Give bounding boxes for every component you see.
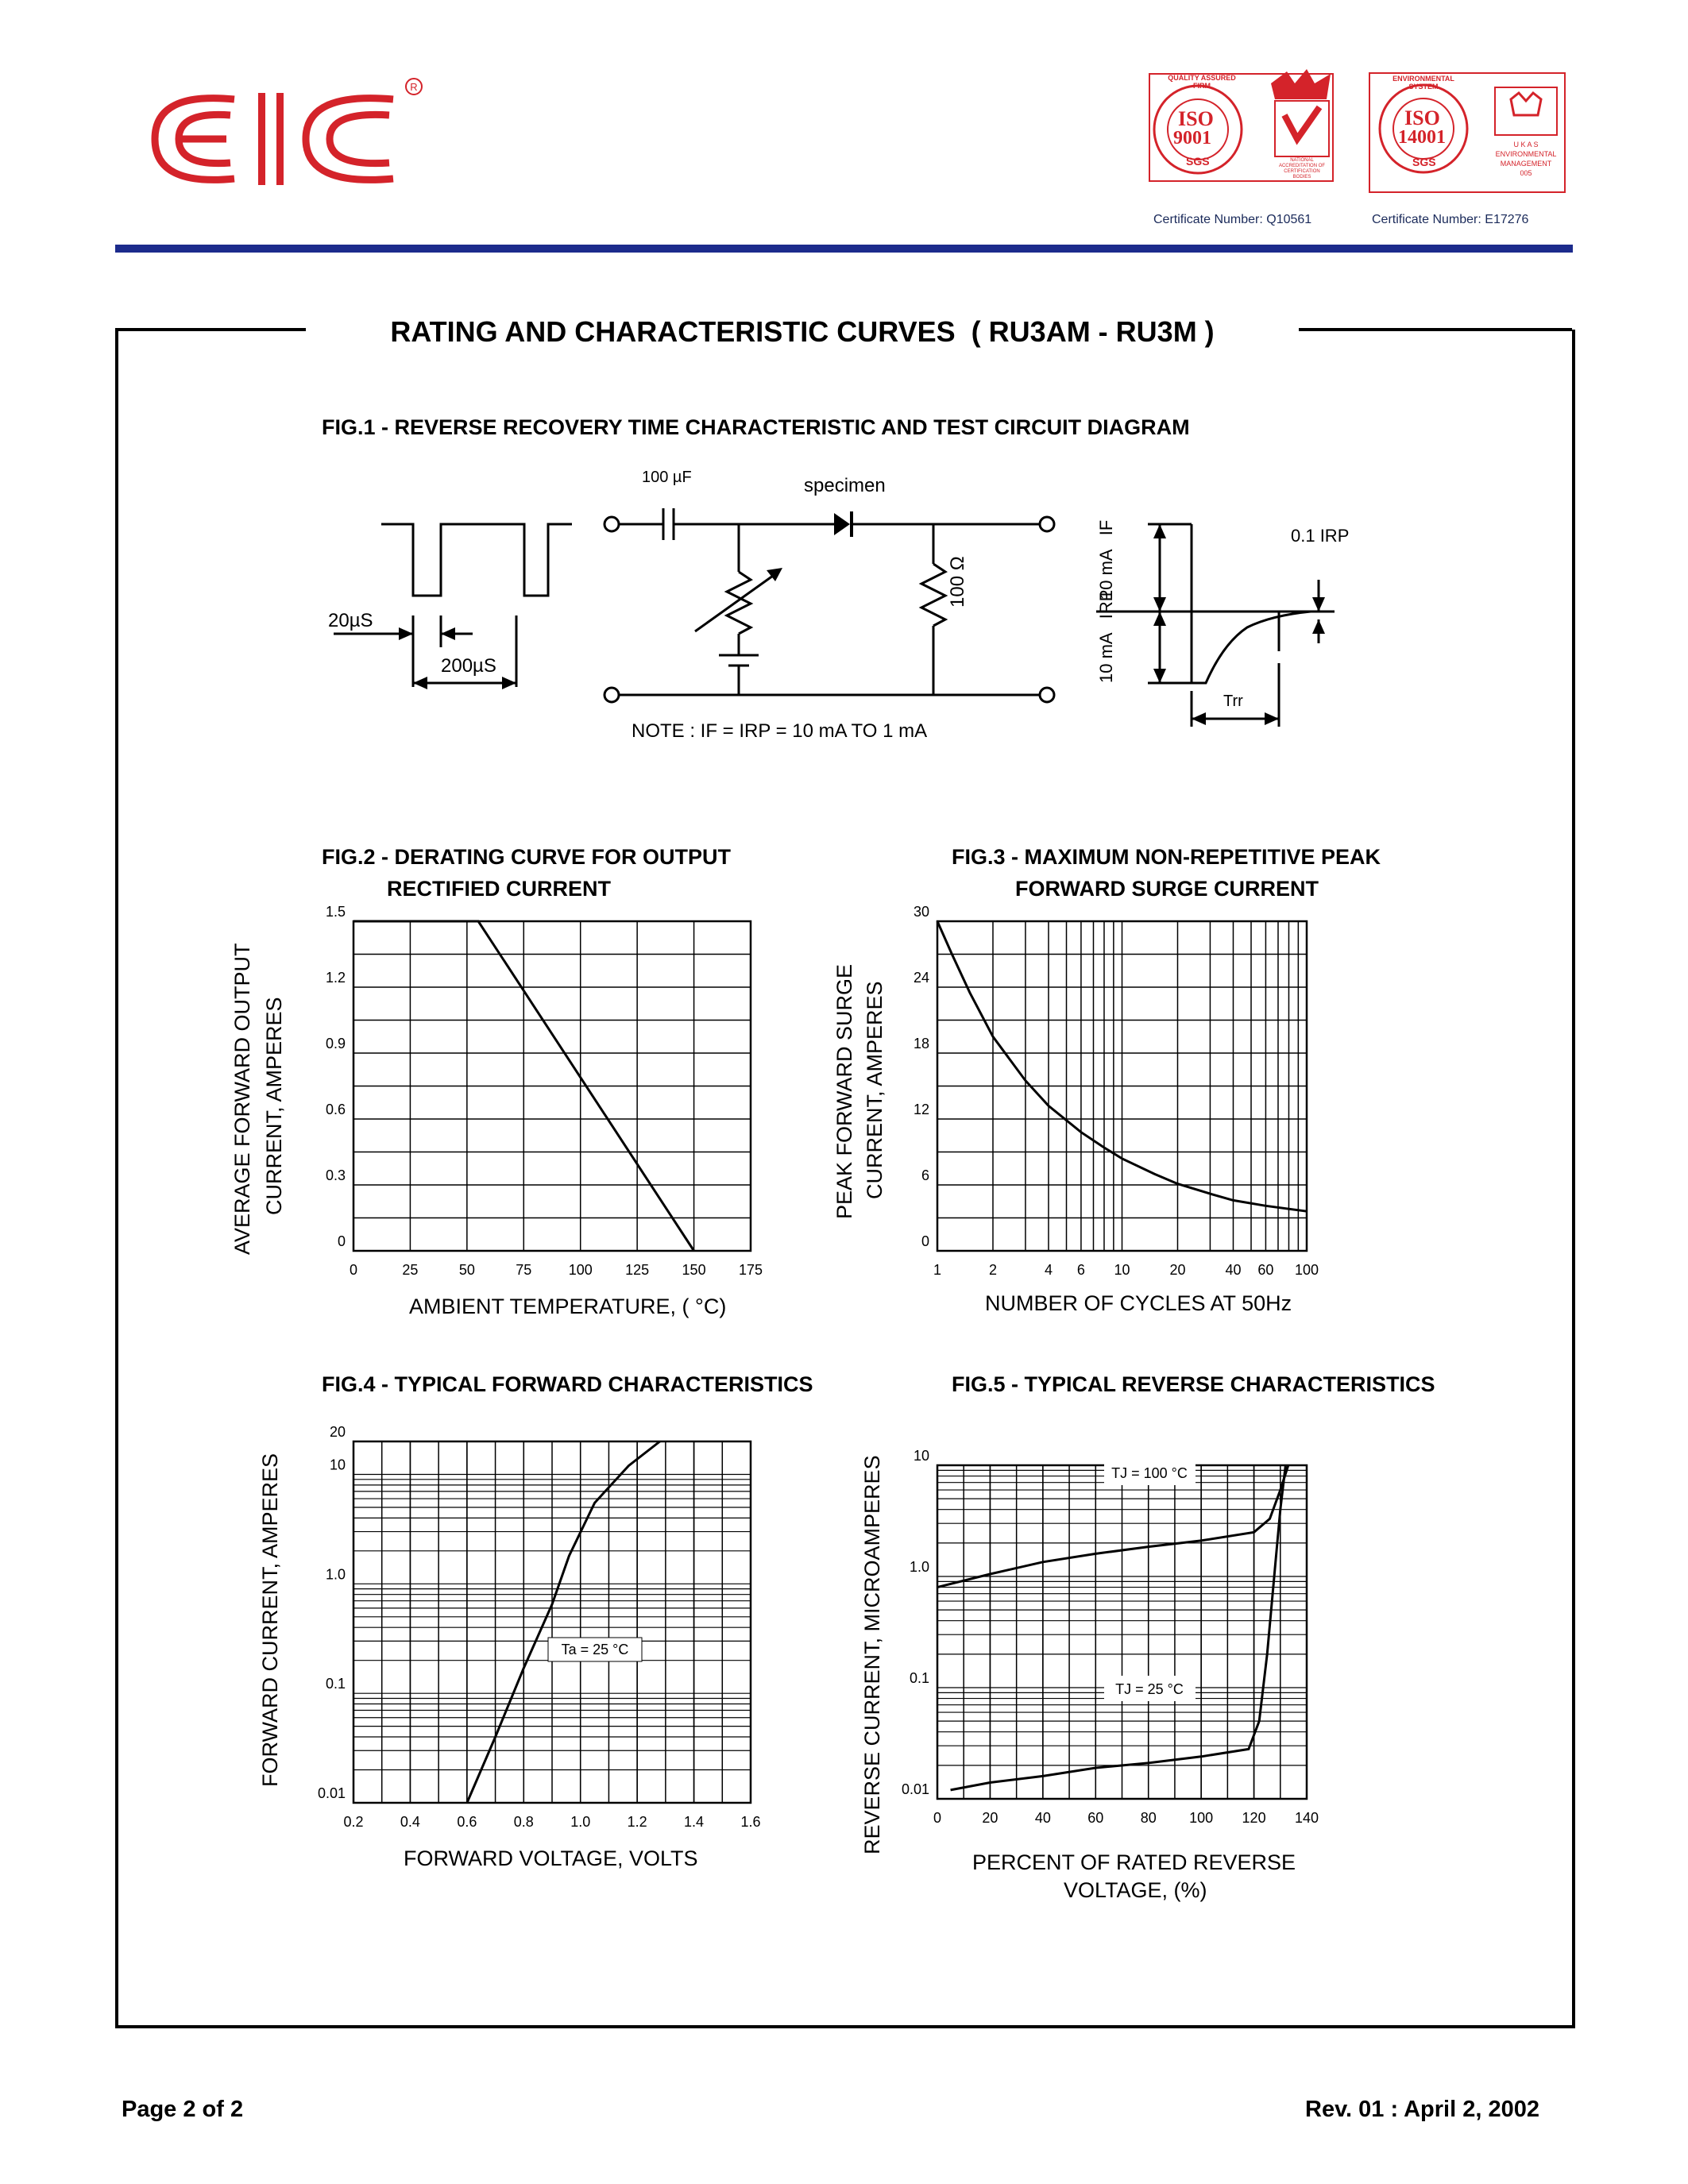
page-title: RATING AND CHARACTERISTIC CURVES ( RU3AM - RU3M ) xyxy=(390,315,1215,348)
series-label-100c: TJ = 100 °C xyxy=(1111,1465,1188,1481)
header-rule xyxy=(115,245,1573,253)
fig2-ylabel-1: AVERAGE FORWARD OUTPUT xyxy=(230,943,254,1255)
y-tick-label: 1.0 xyxy=(325,1566,346,1583)
x-tick-label: 1.2 xyxy=(627,1814,647,1830)
y-tick-label: 0.9 xyxy=(325,1036,346,1051)
fig1-circuit xyxy=(302,461,1366,747)
x-tick-label: 0.6 xyxy=(457,1814,477,1830)
y-tick-label: 0.01 xyxy=(902,1781,929,1797)
x-tick-label: 1.4 xyxy=(684,1814,705,1830)
x-tick-label: 4 xyxy=(1044,1262,1053,1278)
fig4-xlabel: FORWARD VOLTAGE, VOLTS xyxy=(404,1846,698,1870)
y-tick-label: 20 xyxy=(329,1424,346,1440)
x-tick-label: 20 xyxy=(1169,1262,1186,1278)
side-text: NATIONAL ACCREDITATION OF CERTIFICATION BODIES xyxy=(1278,158,1326,179)
x-tick-label: 40 xyxy=(1034,1810,1051,1826)
iso-number: 14001 xyxy=(1398,127,1446,148)
y-tick-label: 24 xyxy=(913,970,929,986)
fig4-title: FIG.4 - TYPICAL FORWARD CHARACTERISTICS xyxy=(322,1372,813,1396)
irp-pct-label: 0.1 IRP xyxy=(1291,526,1350,546)
cert1-caption: Certificate Number: Q10561 xyxy=(1153,213,1312,226)
side-text: U K A S ENVIRONMENTAL MANAGEMENT 005 xyxy=(1495,141,1557,177)
y-tick-label: 6 xyxy=(921,1167,929,1183)
iso-label: ISO xyxy=(1178,107,1214,130)
fig4-chart xyxy=(306,1422,782,1835)
cert2-caption: Certificate Number: E17276 xyxy=(1372,213,1529,226)
iso-14001-certificate xyxy=(1368,71,1566,195)
note-label: NOTE : IF = IRP = 10 mA TO 1 mA xyxy=(632,720,928,742)
pulse-width-label: 20µS xyxy=(328,610,373,631)
footer-revision: Rev. 01 : April 2, 2002 xyxy=(1305,2097,1539,2122)
resistor-label: 100 Ω xyxy=(947,556,968,608)
x-tick-label: 0 xyxy=(349,1262,358,1278)
x-tick-label: 75 xyxy=(516,1262,532,1278)
y-tick-label: 18 xyxy=(913,1036,929,1051)
y-tick-label: 0.01 xyxy=(317,1785,346,1801)
fig2-ylabel-2: CURRENT, AMPERES xyxy=(262,997,286,1215)
x-tick-label: 0.8 xyxy=(513,1814,534,1830)
series-label-25c: TJ = 25 °C xyxy=(1115,1681,1184,1697)
temperature-annotation: Ta = 25 °C xyxy=(561,1642,629,1657)
x-tick-label: 60 xyxy=(1257,1262,1274,1278)
iso-label: ISO xyxy=(1404,106,1440,129)
x-tick-label: 125 xyxy=(625,1262,650,1278)
x-tick-label: 100 xyxy=(1189,1810,1214,1826)
iso-number: 9001 xyxy=(1173,128,1211,149)
fig3-xlabel: NUMBER OF CYCLES AT 50Hz xyxy=(985,1291,1292,1315)
x-tick-label: 175 xyxy=(738,1262,763,1278)
y-tick-label: 0.6 xyxy=(325,1102,346,1117)
y-tick-label: 0.1 xyxy=(909,1670,929,1686)
x-tick-label: 20 xyxy=(982,1810,999,1826)
fig2-title: FIG.2 - DERATING CURVE FOR OUTPUT xyxy=(322,845,732,869)
x-tick-label: 25 xyxy=(402,1262,419,1278)
iso-9001-certificate xyxy=(1148,52,1335,191)
y-tick-label: 10 xyxy=(329,1457,346,1473)
y-tick-label: 1.2 xyxy=(325,970,346,986)
y-tick-label: 30 xyxy=(913,905,929,920)
x-tick-label: 6 xyxy=(1076,1262,1085,1278)
x-tick-label: 120 xyxy=(1242,1810,1266,1826)
irp-label: 10 mA IRP xyxy=(1096,589,1116,683)
eic-logo xyxy=(147,75,425,203)
ring-text: QUALITY ASSURED FIRM xyxy=(1168,74,1236,90)
y-tick-label: 0 xyxy=(337,1233,346,1249)
y-tick-label: 0.3 xyxy=(325,1167,346,1183)
footer-page: Page 2 of 2 xyxy=(122,2097,244,2122)
series-line-1 xyxy=(951,1465,1286,1790)
x-tick-label: 100 xyxy=(568,1262,593,1278)
x-tick-label: 50 xyxy=(458,1262,475,1278)
x-tick-label: 1 xyxy=(933,1262,942,1278)
if-label: 10 mA IF xyxy=(1096,519,1116,600)
fig3-chart xyxy=(902,905,1346,1279)
x-tick-label: 100 xyxy=(1294,1262,1319,1278)
specimen-label: specimen xyxy=(804,475,886,496)
x-tick-label: 140 xyxy=(1294,1810,1319,1826)
fig3-subtitle: FORWARD SURGE CURRENT xyxy=(1015,877,1319,901)
svg-text:R: R xyxy=(410,81,418,93)
period-label: 200µS xyxy=(441,655,496,677)
cap-label: 100 µF xyxy=(642,469,692,486)
fig5-ylabel: REVERSE CURRENT, MICROAMPERES xyxy=(860,1455,884,1854)
fig5-xlabel-2: VOLTAGE, (%) xyxy=(1064,1878,1207,1902)
sgs-label: SGS xyxy=(1412,156,1436,168)
fig2-chart xyxy=(314,905,790,1279)
x-tick-label: 60 xyxy=(1087,1810,1104,1826)
y-tick-label: 1.5 xyxy=(325,905,346,920)
fig2-subtitle: RECTIFIED CURRENT xyxy=(387,877,611,901)
y-tick-label: 10 xyxy=(913,1448,929,1464)
fig5-xlabel-1: PERCENT OF RATED REVERSE xyxy=(972,1850,1296,1874)
fig3-title: FIG.3 - MAXIMUM NON-REPETITIVE PEAK xyxy=(952,845,1381,869)
frame-top-right xyxy=(1299,328,1572,331)
frame-top-left xyxy=(115,328,306,331)
fig5-chart xyxy=(902,1445,1346,1843)
y-tick-label: 1.0 xyxy=(909,1559,929,1575)
y-tick-label: 12 xyxy=(913,1102,929,1117)
x-tick-label: 80 xyxy=(1140,1810,1157,1826)
x-tick-label: 1.0 xyxy=(570,1814,591,1830)
fig1-title: FIG.1 - REVERSE RECOVERY TIME CHARACTERISTIC AND TEST CIRCUIT DIAGRAM xyxy=(322,415,1190,439)
x-tick-label: 40 xyxy=(1225,1262,1242,1278)
x-tick-label: 0.4 xyxy=(400,1814,420,1830)
fig2-xlabel: AMBIENT TEMPERATURE, ( °C) xyxy=(409,1295,727,1318)
x-tick-label: 2 xyxy=(988,1262,997,1278)
fig3-ylabel-1: PEAK FORWARD SURGE xyxy=(832,963,856,1219)
x-tick-label: 1.6 xyxy=(740,1814,761,1830)
fig3-ylabel-2: CURRENT, AMPERES xyxy=(863,981,886,1199)
y-tick-label: 0.1 xyxy=(325,1676,346,1692)
x-tick-label: 150 xyxy=(682,1262,706,1278)
x-tick-label: 0.2 xyxy=(343,1814,364,1830)
y-tick-label: 0 xyxy=(921,1233,929,1249)
trr-label: Trr xyxy=(1223,693,1243,710)
fig4-ylabel: FORWARD CURRENT, AMPERES xyxy=(258,1453,282,1787)
x-tick-label: 10 xyxy=(1114,1262,1130,1278)
x-tick-label: 0 xyxy=(933,1810,942,1826)
sgs-label: SGS xyxy=(1186,155,1210,168)
fig5-title: FIG.5 - TYPICAL REVERSE CHARACTERISTICS xyxy=(952,1372,1435,1396)
ring-text: ENVIRONMENTAL SYSTEM xyxy=(1393,75,1454,91)
